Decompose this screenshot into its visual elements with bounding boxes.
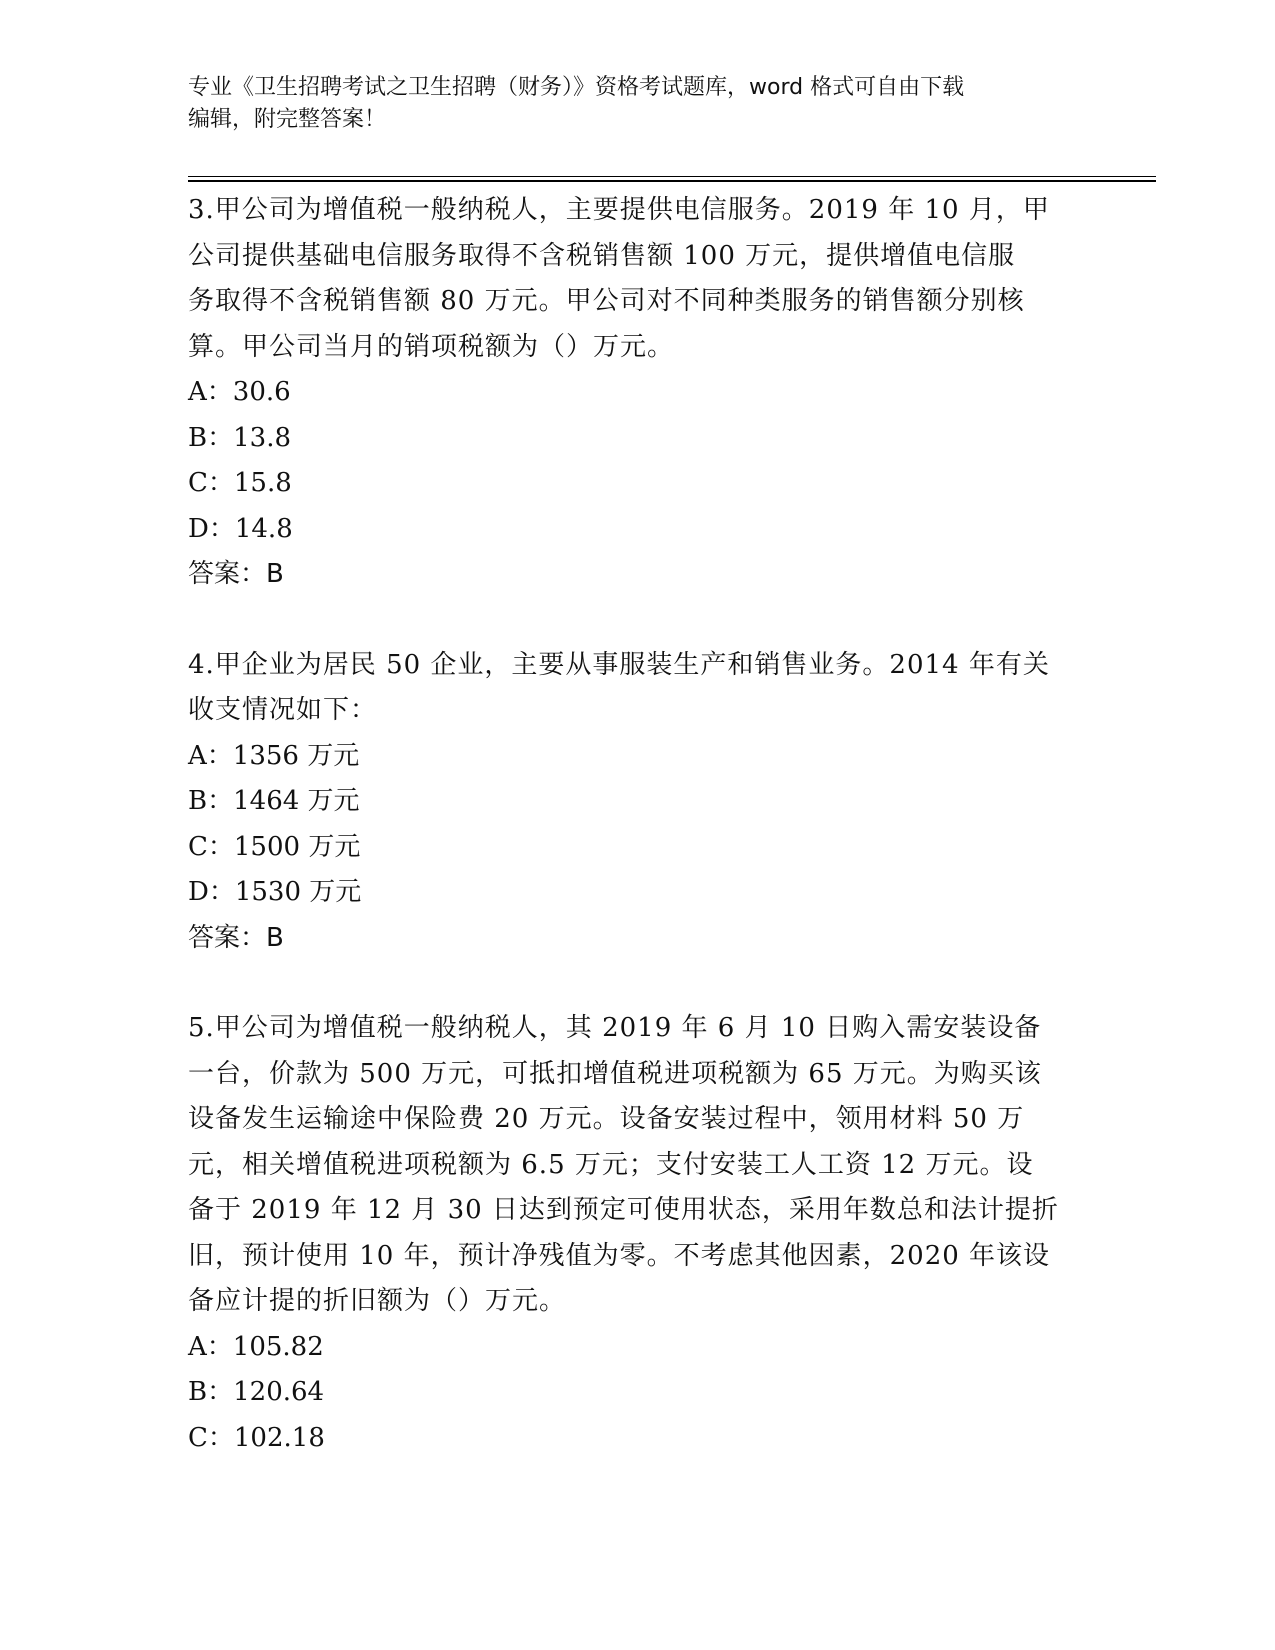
question-4-answer: 答案：B	[188, 922, 284, 953]
question-3-stem	[188, 188, 1088, 370]
stem-line: 设备发生运输途中保险费 20 万元。设备安装过程中，领用材料 50 万	[188, 1104, 1025, 1134]
question-list	[188, 188, 1088, 1461]
question-3	[188, 188, 1088, 598]
stem-line: 公司提供基础电信服务取得不含税销售额 100 万元，提供增值电信服	[188, 240, 1016, 271]
option-b: B：120.64	[188, 1377, 325, 1407]
option-c: C：102.18	[188, 1422, 325, 1453]
option-b: B：1464 万元	[188, 786, 360, 816]
option-d: D：1530 万元	[188, 877, 362, 907]
option-c: C：15.8	[188, 468, 292, 498]
option-b: B：13.8	[188, 422, 291, 453]
stem-line: 5.甲公司为增值税一般纳税人，其 2019 年 6 月 10 日购入需安装设备	[188, 1013, 1042, 1043]
question-4-stem	[188, 643, 1088, 734]
question-4	[188, 643, 1088, 962]
option-a: A：1356 万元	[188, 740, 360, 771]
document-header	[188, 72, 1068, 136]
question-5-stem	[188, 1006, 1088, 1325]
option-a: A：30.6	[188, 377, 291, 407]
stem-line: 务取得不含税销售额 80 万元。甲公司对不同种类服务的销售额分别核	[188, 286, 1025, 316]
stem-line: 一台，价款为 500 万元，可抵扣增值税进项税额为 65 万元。为购买该	[188, 1058, 1042, 1089]
question-spacer	[188, 961, 1088, 1006]
option-c: C：1500 万元	[188, 831, 361, 862]
stem-line: 备于 2019 年 12 月 30 日达到预定可使用状态，采用年数总和法计提折	[188, 1195, 1059, 1225]
option-a: A：105.82	[188, 1331, 324, 1362]
question-spacer	[188, 598, 1088, 643]
stem-line: 收支情况如下：	[188, 695, 378, 725]
header-divider-thick	[188, 180, 1156, 182]
header-line-2: 编辑，附完整答案！	[188, 107, 387, 132]
stem-line: 3.甲公司为增值税一般纳税人，主要提供电信服务。2019 年 10 月，甲	[188, 195, 1050, 225]
stem-line: 4.甲企业为居民 50 企业，主要从事服装生产和销售业务。2014 年有关	[188, 649, 1050, 680]
header-divider-thin	[188, 176, 1156, 177]
question-5	[188, 1006, 1088, 1461]
question-3-answer: 答案：B	[188, 559, 284, 589]
stem-line: 元，相关增值税进项税额为 6.5 万元；支付安装工人工资 12 万元。设	[188, 1149, 1034, 1180]
stem-line: 备应计提的折旧额为（）万元。	[188, 1286, 567, 1316]
option-d: D：14.8	[188, 513, 293, 544]
stem-line: 算。甲公司当月的销项税额为（）万元。	[188, 331, 675, 362]
stem-line: 旧，预计使用 10 年，预计净残值为零。不考虑其他因素，2020 年该设	[188, 1240, 1051, 1271]
header-line-1: 专业《卫生招聘考试之卫生招聘（财务）》资格考试题库，word 格式可自由下载	[188, 75, 965, 100]
